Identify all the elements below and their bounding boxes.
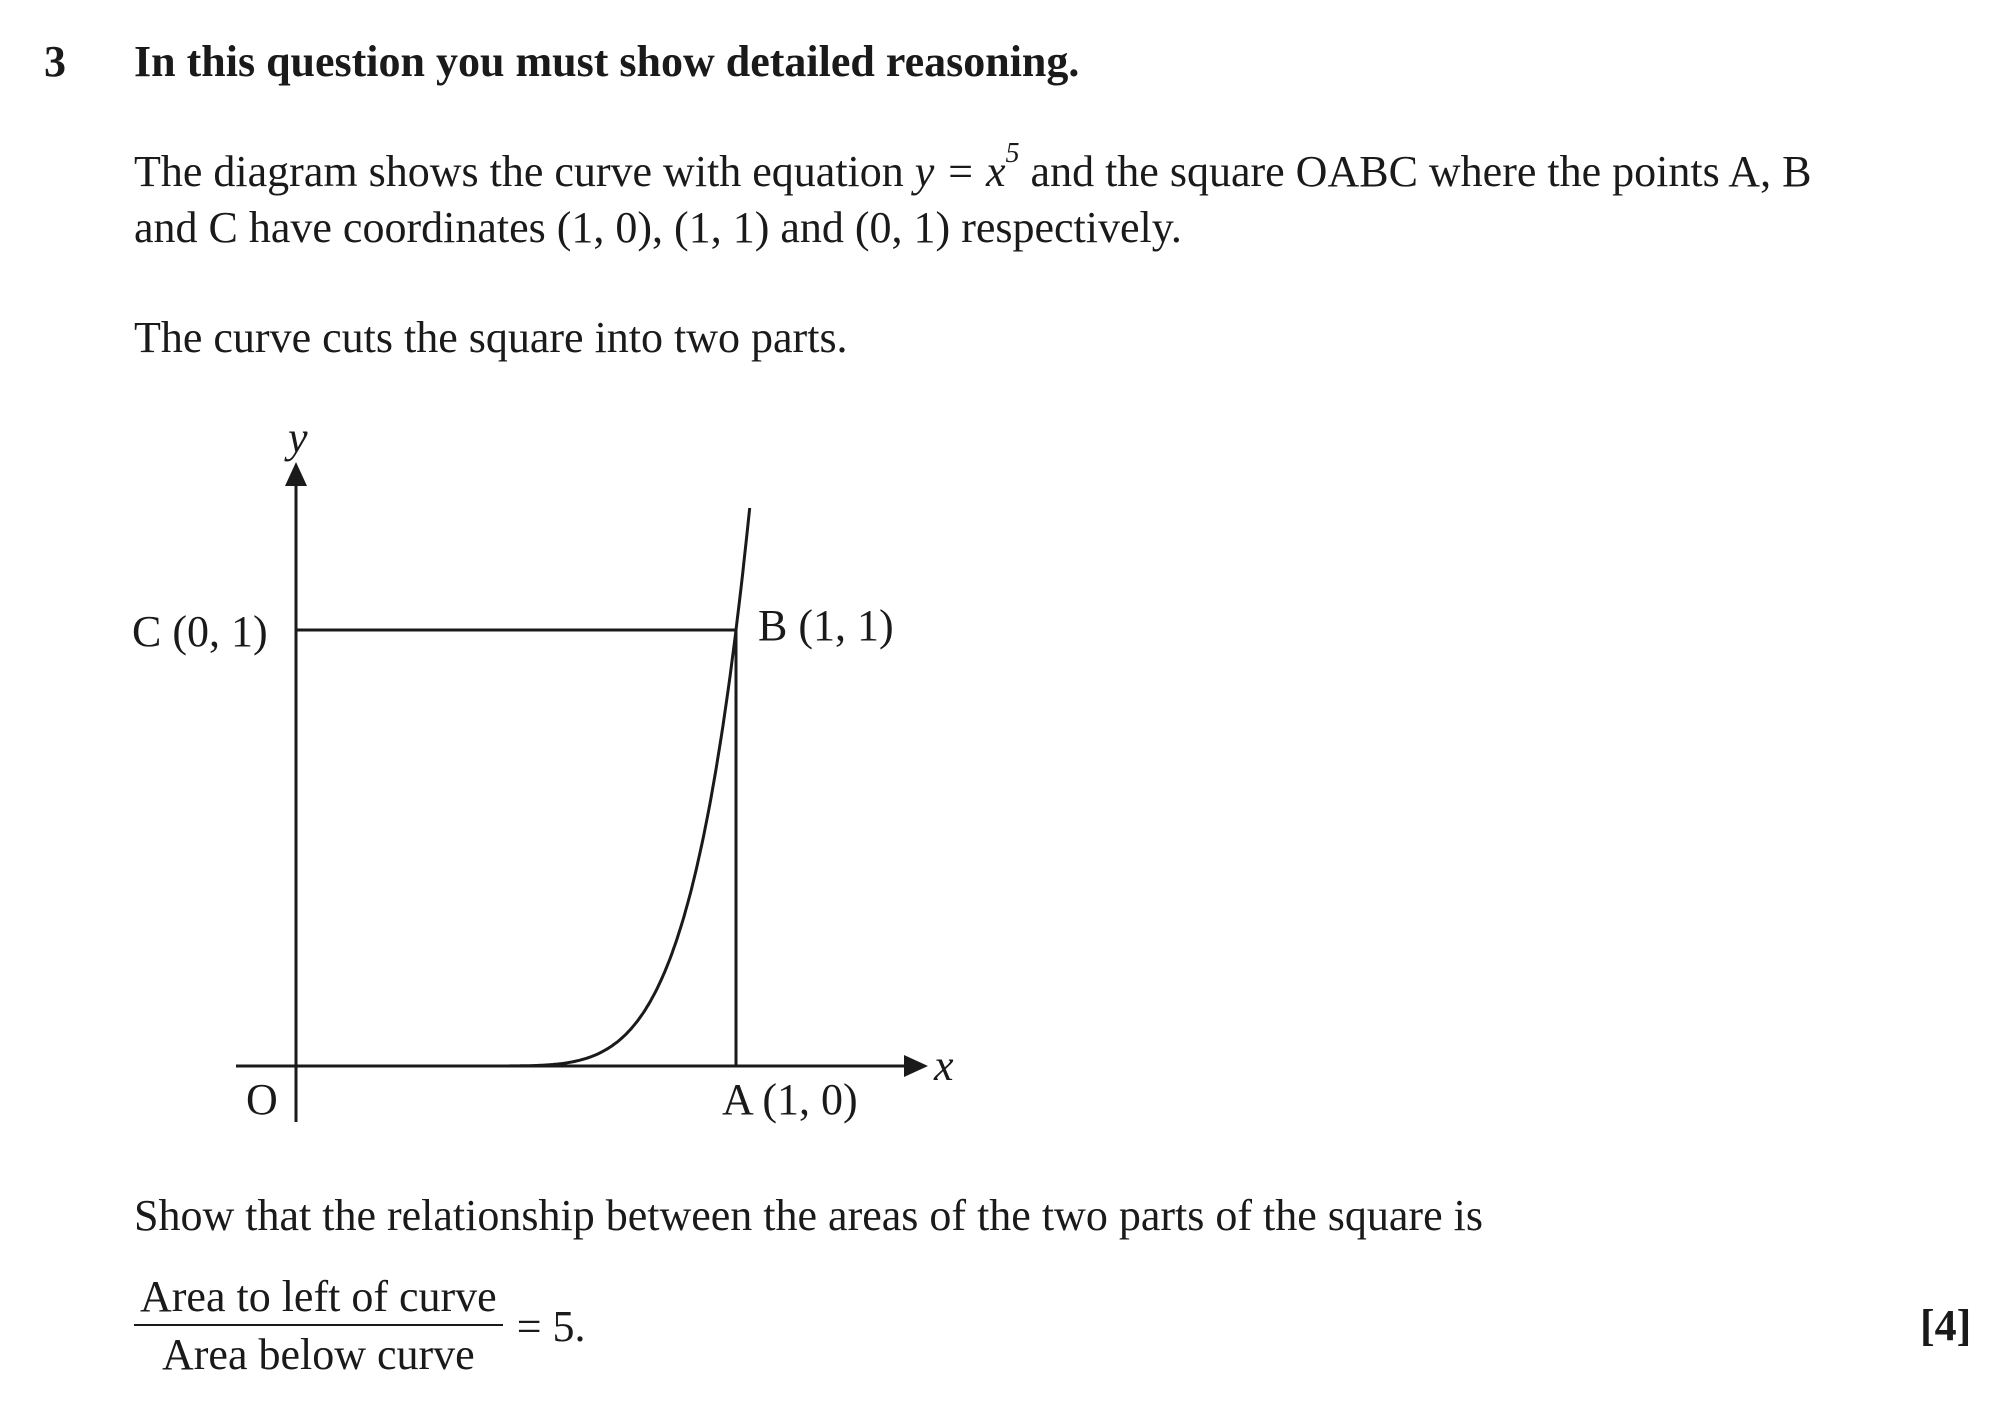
intro-text-line2: and C have coordinates (1, 0), (1, 1) and (0, 1) respectively.	[134, 203, 1182, 252]
equation-lhs: y = x	[914, 147, 1006, 196]
origin-label: O	[246, 1075, 278, 1124]
y-axis-arrowhead	[285, 462, 307, 486]
question-intro	[134, 138, 1812, 256]
y-axis-label: y	[288, 413, 308, 462]
equation-exponent: 5	[1005, 138, 1020, 169]
x-axis-arrowhead	[904, 1055, 928, 1077]
question-instruction: In this question you must show detailed reasoning.	[134, 37, 1080, 86]
curve-y-equals-x-to-5	[466, 508, 750, 1066]
intro-text-part2: and the square OABC where the points A, B	[1019, 147, 1812, 196]
fraction-denominator: Area below curve	[161, 1330, 475, 1379]
fraction-result: = 5.	[516, 1301, 586, 1351]
area-ratio-expression	[134, 1272, 586, 1380]
marks-allocation: [4]	[1920, 1301, 1972, 1350]
equation	[914, 138, 1020, 196]
question-task: Show that the relationship between the areas of the two parts of the square is	[134, 1191, 1483, 1240]
area-ratio-fraction	[134, 1272, 503, 1380]
point-a-label: A (1, 0)	[722, 1075, 858, 1124]
fraction-numerator: Area to left of curve	[134, 1272, 503, 1326]
question-statement: The curve cuts the square into two parts.	[134, 313, 848, 362]
x-axis-label: x	[934, 1041, 954, 1090]
point-c-label: C (0, 1)	[132, 607, 268, 656]
question-number: 3	[44, 37, 66, 86]
point-b-label: B (1, 1)	[758, 601, 894, 650]
intro-text-part1: The diagram shows the curve with equation	[134, 147, 915, 196]
